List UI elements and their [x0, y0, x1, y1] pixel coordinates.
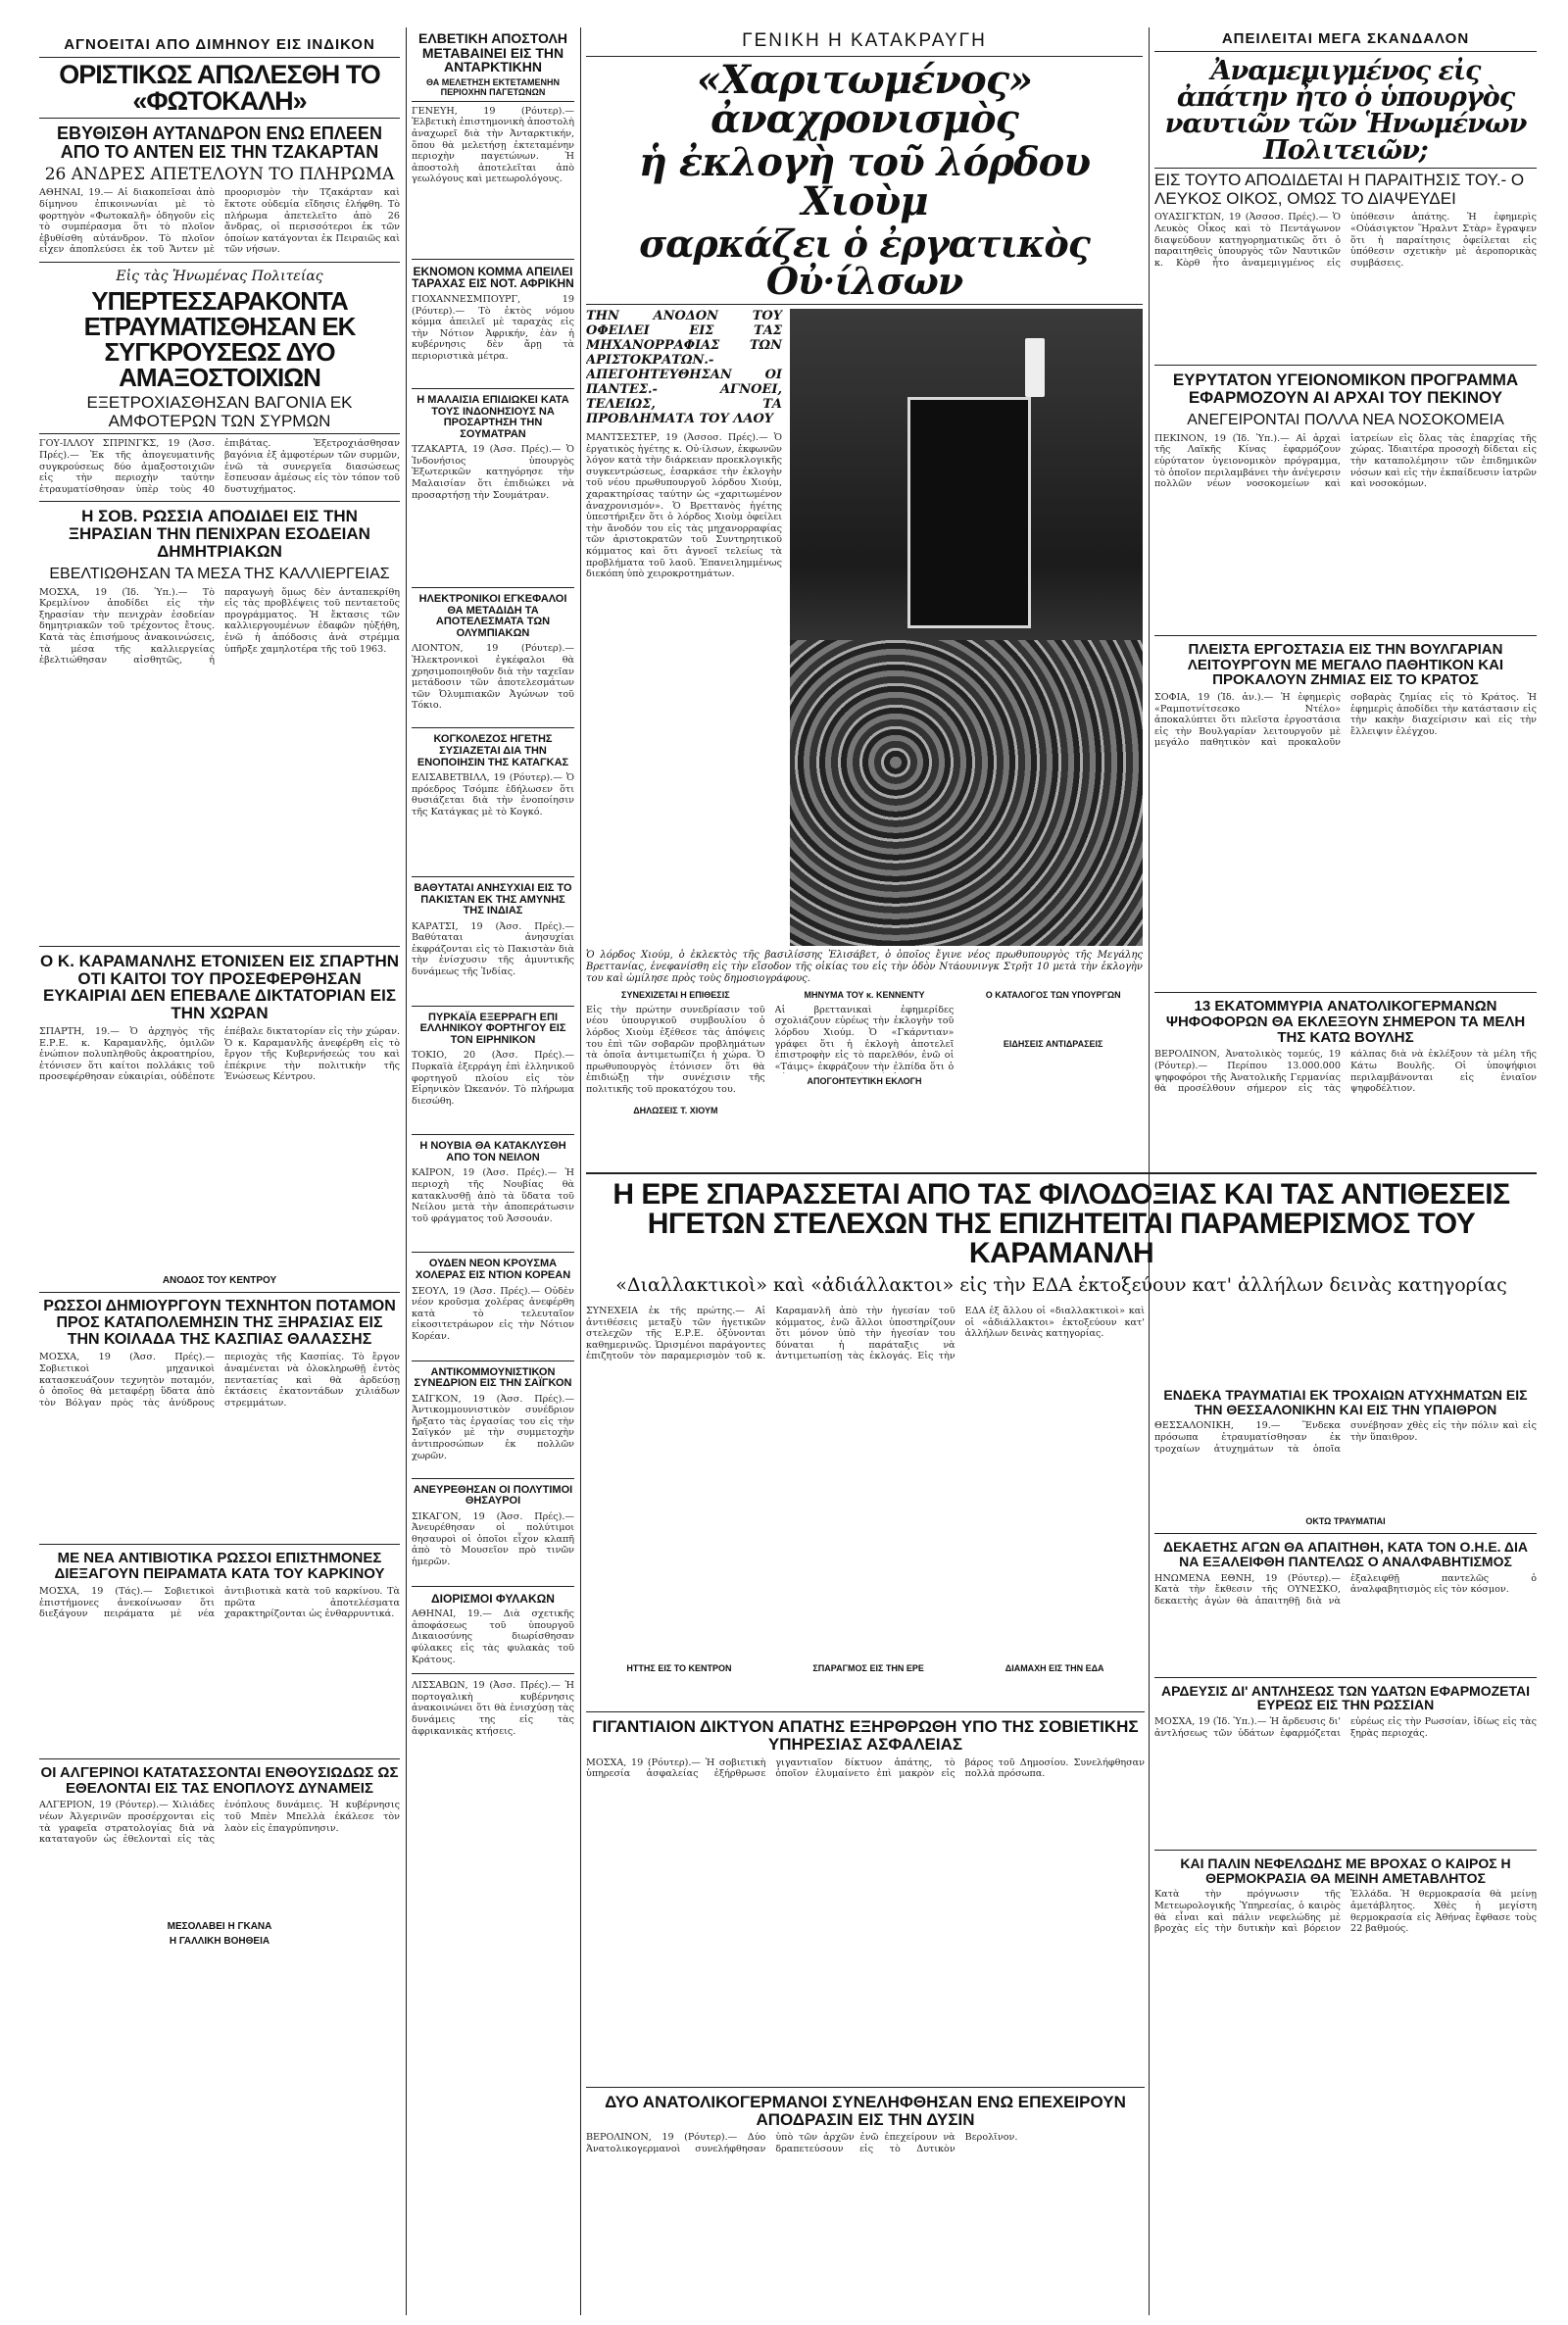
article-body: ΣΠΑΡΤΗ, 19.— Ὁ ἀρχηγὸς τῆς Ε.Ρ.Ε. κ. Καραμανλῆς, ὁμιλῶν ἐνώπιον πολυπληθοῦς ἀκροατηρίου, ἐτόνισεν ὅτι καίτοι πολλάκις τοῦ προσεφέρθησαν εὐκαιρίαι, οὐδέποτε ἐπέβαλε δικτατορίαν εἰς τὴν χώραν. Ὁ κ. Καραμανλῆς ἀνεφέρθη εἰς τὸ ἔργον τῆς Κυβερνήσεώς του καὶ ἐπέκρινε τὴν πολιτικὴν τῆς Ἑνώσεως Κέντρου.: [39, 1026, 400, 1083]
headline: ΑΝΕΥΡΕΘΗΣΑΝ ΟΙ ΠΟΛΥΤΙΜΟΙ ΘΗΣΑΥΡΟΙ: [413, 1483, 573, 1508]
main-subheadline: ΤΗΝ ΑΝΟΔΟΝ ΤΟΥ ΟΦΕΙΛΕΙ ΕΙΣ ΤΑΣ ΜΗΧΑΝΟΡΡΑΦΙΑΣ ΤΩΝ ΑΡΙΣΤΟΚΡΑΤΩΝ.- ΑΠΕΓΟΗΤΕΥΘΗΣΑΝ ΟΙ ΠΑΝΤΕΣ.- ΑΓΝΟΕΙ, ΤΕΛΕΙΩΣ, ΤΑ ΠΡΟΒΛΗΜΑΤΑ ΤΟΥ ΛΑΟΥ: [586, 309, 782, 426]
article-body: ΛΙΟΝΤΟΝ, 19 (Ρόυτερ).— Ἠλεκτρονικοὶ ἐγκέφαλοι θὰ χρησιμοποιηθοῦν διὰ τὴν ταχεῖαν μετάδοσιν τῶν ἀποτελεσμάτων τῶν Ὀλυμπιακῶν Ἀγώνων τοῦ Τόκιο.: [412, 643, 574, 712]
main-headline: ἡ ἐκλογὴ τοῦ λόρδου Χιοὺμ: [638, 139, 1091, 224]
inner-heading: ΜΕΣΟΛΑΒΕΙ Η ΓΚΑΝΑ: [167, 1921, 272, 1933]
inner-heading: ΜΗΝΥΜΑ ΤΟΥ κ. ΚΕΝΝΕΝΤΥ: [804, 990, 925, 1000]
article-body: ΕΛΙΣΑΒΕΤΒΙΛΛ, 19 (Ρόυτερ).— Ὁ πρόεδρος Τσόμπε ἐδήλωσεν ὅτι θυσιάζεται διὰ τὴν ἑνοποίησιν τῆς Κατάγκας μὲ τὸ Κογκό.: [412, 772, 574, 817]
headline: ΟΥΔΕΝ ΝΕΟΝ ΚΡΟΥΣΜΑ ΧΟΛΕΡΑΣ ΕΙΣ ΝΤΙΟΝ ΚΟΡΕΑΝ: [415, 1258, 571, 1281]
headline: ΟΡΙΣΤΙΚΩΣ ΑΠΩΛΕΣΘΗ ΤΟ «ΦΩΤΟΚΑΛΗ»: [39, 62, 400, 119]
headline: ΥΠΕΡΤΕΣΣΑΡΑΚΟΝΤΑ ΕΤΡΑΥΜΑΤΙΣΘΗΣΑΝ ΕΚ ΣΥΓΚΡΟΥΣΕΩΣ ΔΥΟ ΑΜΑΞΟΣΤΟΙΧΙΩΝ: [83, 286, 356, 393]
headline: ΔΙΟΡΙΣΜΟΙ ΦΥΛΑΚΩΝ: [431, 1591, 555, 1606]
column-4-bottom: [1154, 1382, 1537, 2313]
article-body: ΑΘΗΝΑΙ, 19.— Αἱ διακοπεῖσαι ἀπὸ δίμηνου ἐπικοινωνίαι μὲ τὸ φορτηγὸν «Φωτοκαλῆ» ὁδηγοῦν εἰς τὸ συμπέρασμα ὅτι τὸ πλοῖον ἐβυθίσθη αὐτάνδρον. Τὸ πλοῖον εἶχεν ἀποπλεύσει ἐκ τοῦ Ἄντεν μὲ προορισμὸν τὴν Τζακάρταν καὶ ἔκτοτε οὐδεμία εἴδησις ἐλήφθη. Τὸ πλήρωμα ἀπετελεῖτο ἀπὸ 26 ἄνδρας, οἱ περισσότεροι ἐκ τῶν ὁποίων κατάγονται ἐκ Πειραιῶς καὶ τῶν νήσων.: [39, 187, 400, 256]
article-body: Αἱ βρεττανικαὶ ἐφημερίδες σχολιάζουν εὐρέως τὴν ἐκλογὴν τοῦ λόρδου Χιούμ. Ὁ «Γκάρντιαν» γράφει ὅτι ἡ ἐκλογὴ ἀποτελεῖ ἐπιστροφὴν εἰς τὸ παρελθόν, ἐνῶ οἱ «Τάιμς» ἐκφράζουν τὴν ἐλπίδα ὅτι ὁ: [774, 1004, 955, 1072]
column-2: [412, 27, 574, 2311]
headline: Ἀναμεμιγμένος εἰς ἀπάτην ἦτο ὁ ὑπουργὸς ναυτιῶν τῶν Ἡνωμένων Πολιτειῶν;: [1164, 56, 1527, 166]
subheadline: ΕΙΣ ΤΟΥΤΟ ΑΠΟΔΙΔΕΤΑΙ Η ΠΑΡΑΙΤΗΣΙΣ ΤΟΥ.- Ο ΛΕΥΚΟΣ ΟΙΚΟΣ, ΟΜΩΣ ΤΟ ΔΙΑΨΕΥΔΕΙ: [1154, 168, 1537, 208]
article-body: ΣΕΟΥΛ, 19 (Ἀσσ. Πρές).— Οὐδὲν νέον κροῦσμα χολέρας ἀνεφέρθη κατὰ τὸ τελευταῖον εἰκοσιτετράωρον εἰς τὴν Νότιον Κορέαν.: [412, 1285, 574, 1342]
article-body: ΚΑΪΡΟΝ, 19 (Ἀσσ. Πρές).— Ἡ περιοχὴ τῆς Νουβίας θὰ κατακλυσθῇ ἀπὸ τὰ ὕδατα τοῦ Νείλου μετὰ τὴν ἀποπεράτωσιν τοῦ φράγματος τοῦ Ἀσσουάν.: [412, 1167, 574, 1224]
inner-heading: ΑΠΟΓΟΗΤΕΥΤΙΚΗ ΕΚΛΟΓΗ: [807, 1075, 922, 1086]
subheadline: 26 ΑΝΔΡΕΣ ΑΠΕΤΕΛΟΥΝ ΤΟ ΠΛΗΡΩΜΑ: [44, 164, 395, 184]
banner-kicker: ΓΕΝΙΚΗ Η ΚΑΤΑΚΡΑΥΓΗ: [586, 27, 1143, 57]
column-1: [39, 33, 400, 2317]
headline: ΔΕΚΑΕΤΗΣ ΑΓΩΝ ΘΑ ΑΠΑΙΤΗΘΗ, ΚΑΤΑ ΤΟΝ Ο.Η.Ε. ΔΙΑ ΝΑ ΕΞΑΛΕΙΦΘΗ ΠΑΝΤΕΛΩΣ Ο ΑΝΑΛΦΑΒΗΤΙΣΜΟΣ: [1163, 1539, 1528, 1569]
inner-heading: ΗΤΤΗΣ ΕΙΣ ΤΟ ΚΕΝΤΡΟΝ: [626, 1663, 732, 1673]
headline: Ο Κ. ΚΑΡΑΜΑΝΛΗΣ ΕΤΟΝΙΣΕΝ ΕΙΣ ΣΠΑΡΤΗΝ ΟΤΙ ΚΑΙΤΟΙ ΤΟΥ ΠΡΟΣΕΦΕΡΘΗΣΑΝ ΕΥΚΑΙΡΙΑΙ ΔΕΝ ΕΠΕΒΑΛΕ ΔΙΚΤΑΤΟΡΙΑΝ ΕΙΣ ΤΗΝ ΧΩΡΑΝ: [39, 951, 400, 1023]
headline: 13 ΕΚΑΤΟΜΜΥΡΙΑ ΑΝΑΤΟΛΙΚΟΓΕΡΜΑΝΩΝ ΨΗΦΟΦΟΡΩΝ ΘΑ ΕΚΛΕΞΟΥΝ ΣΗΜΕΡΟΝ ΤΑ ΜΕΛΗ ΤΗΣ ΚΑΤΩ ΒΟΥΛΗΣ: [1165, 998, 1526, 1046]
main-headline: «Χαριτωμένος» ἀναχρονισμὸς: [696, 57, 1033, 142]
headline: ΕΛΒΕΤΙΚΗ ΑΠΟΣΤΟΛΗ ΜΕΤΑΒΑΙΝΕΙ ΕΙΣ ΤΗΝ ΑΝΤΑΡΚΤΙΚΗΝ: [418, 30, 567, 75]
headline: ΗΛΕΚΤΡΟΝΙΚΟΙ ΕΓΚΕΦΑΛΟΙ ΘΑ ΜΕΤΑΔΙΔΗ ΤΑ ΑΠΟΤΕΛΕΣΜΑΤΑ ΤΩΝ ΟΛΥΜΠΙΑΚΩΝ: [418, 593, 567, 639]
photo-caption: Ὁ λόρδος Χιούμ, ὁ ἐκλεκτὸς τῆς βασιλίσσης Ἐλισάβετ, ὁ ὁποῖος ἔγινε νέος πρωθυπουργὸς τῆς Μεγάλης Βρεττανίας, ἐνεφανίσθη εἰς τὴν εἴσοδον τῆς οἰκίας του εἰς τὴν ὁδὸν Ντάουνινγκ Στρῆτ 10 μετὰ τὴν ἐκλογὴν του καὶ ὡμίλησε πρὸς τοὺς δημοσιογράφους.: [586, 950, 1143, 984]
column-4: [1154, 27, 1537, 1164]
headline: ΕΝΔΕΚΑ ΤΡΑΥΜΑΤΙΑΙ ΕΚ ΤΡΟΧΑΙΩΝ ΑΤΥΧΗΜΑΤΩΝ ΕΙΣ ΤΗΝ ΘΕΣΣΑΛΟΝΙΚΗΝ ΚΑΙ ΕΙΣ ΤΗΝ ΥΠΑΙΘΡΟΝ: [1163, 1387, 1528, 1417]
headline: ΓΙΓΑΝΤΙΑΙΟΝ ΔΙΚΤΥΟΝ ΑΠΑΤΗΣ ΕΞΗΡΘΡΩΘΗ ΥΠΟ ΤΗΣ ΣΟΒΙΕΤΙΚΗΣ ΥΠΗΡΕΣΙΑΣ ΑΣΦΑΛΕΙΑΣ: [592, 1717, 1139, 1754]
inner-heading: ΟΚΤΩ ΤΡΑΥΜΑΤΙΑΙ: [1305, 1516, 1386, 1527]
article-body: Κατὰ τὴν πρόγνωσιν τῆς Μετεωρολογικῆς Ὑπηρεσίας, ὁ καιρὸς θὰ εἶναι καὶ πάλιν νεφελώδης μὲ βροχὰς εἰς τὴν δυτικὴν καὶ βόρειον Ἑλλάδα. Ἡ θερμοκρασία θὰ μείνῃ ἀμετάβλητος. Χθὲς ἡ μεγίστη θερμοκρασία εἰς Ἀθήνας ἔφθασε τοὺς 22 βαθμούς.: [1154, 1889, 1537, 1935]
article-body: ΜΑΝΤΣΕΣΤΕΡ, 19 (Ἀσσοσ. Πρές).— Ὁ ἐργατικὸς ἡγέτης κ. Οὐ·ίλσων, ἐκφωνῶν λόγον κατὰ τὴν διάρκειαν προεκλογικῆς συγκεντρώσεως, ἐσαρκάσε τὴν ἐκλογὴν τοῦ νέου πρωθυπουργοῦ λόρδου Χιούμ, χαρακτηρίσας ταύτην ὡς «χαριτωμένον ἀναχρονισμόν». Ὁ Βρεττανὸς ἡγέτης ὑπεστήριξεν ὅτι ὁ λόρδος Χιοὺμ ὀφείλει τὴν ἄνοδόν του εἰς τὰς μηχανορραφίας τῶν ἀριστοκρατῶν τοῦ Συντηρητικοῦ κόμματος καὶ ὅτι ἀγνοεῖ τελείως τὰ προβλήματα τοῦ λαοῦ. Ἐπανειλημμένως διεκόπη ὑπὸ χειροκροτημάτων.: [586, 432, 782, 580]
article-body: ΟΥΑΣΙΓΚΤΩΝ, 19 (Ἀσσοσ. Πρές).— Ὁ Λευκὸς Οἶκος καὶ τὸ Πεντάγωνον διαψεύδουν κατηγορηματικῶς ὅτι ὁ παραιτηθεὶς ὑπουργὸς τῶν Ναυτικῶν κ. Κὸρθ ἦτο ἀναμεμιγμένος εἰς ὑπόθεσιν ἀπάτης. Ἡ ἐφημερὶς «Οὐάσιγκτον Ἥραλντ Στὰρ» ἔγραψεν ὅτι ἡ παραίτησις ὀφείλεται εἰς ὑπόθεσιν σχετικὴν μὲ ἀεροπορικὰς συμβάσεις.: [1154, 212, 1537, 269]
photo-lamp: [1025, 338, 1045, 397]
subheadline: ΕΒΕΛΤΙΩΘΗΣΑΝ ΤΑ ΜΕΣΑ ΤΗΣ ΚΑΛΛΙΕΡΓΕΙΑΣ: [49, 565, 390, 582]
column-rule: [1149, 27, 1150, 2315]
article-body: ΤΖΑΚΑΡΤΑ, 19 (Ἀσσ. Πρές).— Ὁ Ἰνδονήσιος ὑπουργὸς Ἐξωτερικῶν κατηγόρησε τὴν Μαλαισίαν ὅτι ἐπιδιώκει νὰ προσαρτήσῃ τὴν Σουμάτραν.: [412, 444, 574, 501]
article-body: ΑΛΓΕΡΙΟΝ, 19 (Ρόυτερ).— Χιλιάδες νέων Ἀλγερινῶν προσέρχονται εἰς τὰ γραφεῖα στρατολογίας διὰ νὰ καταταγοῦν ὡς ἐθελονταὶ εἰς τὰς ἐνόπλους δυνάμεις. Ἡ κυβέρνησις τοῦ Μπὲν Μπελλὰ ἐκάλεσε τὸν λαὸν εἰς ἐπαγρύπνησιν.: [39, 1800, 400, 1846]
inner-heading: ΔΗΛΩΣΕΙΣ Τ. ΧΙΟΥΜ: [633, 1105, 718, 1115]
article-body: ΘΕΣΣΑΛΟΝΙΚΗ, 19.— Ἕνδεκα πρόσωπα ἐτραυματίσθησαν ἐκ τροχαίων ἀτυχημάτων τὰ ὁποῖα συνέβησαν χθὲς εἰς τὴν πόλιν καὶ εἰς τὴν ὕπαιθρον.: [1154, 1420, 1537, 1455]
ere-banner: [586, 1172, 1537, 1296]
headline: ΔΥΟ ΑΝΑΤΟΛΙΚΟΓΕΡΜΑΝΟΙ ΣΥΝΕΛΗΦΘΗΣΑΝ ΕΝΩ ΕΠΕΧΕΙΡΟΥΝ ΑΠΟΔΡΑΣΙΝ ΕΙΣ ΤΗΝ ΔΥΣΙΝ: [605, 2092, 1126, 2129]
banner-kicker: ΑΠΕΙΛΕΙΤΑΙ ΜΕΓΑ ΣΚΑΝΔΑΛΟΝ: [1154, 27, 1537, 52]
article-body: ΓΙΟΧΑΝΝΕΣΜΠΟΥΡΓ, 19 (Ρόυτερ).— Τὸ ἐκτὸς νόμου κόμμα ἀπειλεῖ μὲ ταραχὰς εἰς τὴν Νότιον Ἀφρικήν, ἐὰν ἡ κυβέρνησις δὲν ἄρῃ τὰ περιοριστικὰ μέτρα.: [412, 294, 574, 362]
headline: ΑΝΤΙΚΟΜΜΟΥΝΙΣΤΙΚΟΝ ΣΥΝΕΔΡΙΟΝ ΕΙΣ ΤΗΝ ΣΑΪΓΚΟΝ: [414, 1365, 572, 1390]
article-body: ΠΕΚΙΝΟΝ, 19 (Ἰδ. Ὑπ.).— Αἱ ἀρχαὶ τῆς Λαϊκῆς Κίνας ἐφαρμόζουν εὐρύτατον ὑγειονομικὸν πρόγραμμα, τὸ ὁποῖον περιλαμβάνει τὴν ἀνέγερσιν πολλῶν νέων νοσοκομείων καὶ ἰατρείων εἰς ὅλας τὰς ἐπαρχίας τῆς χώρας. Ἰδιαιτέρα προσοχὴ δίδεται εἰς τὴν καταπολέμησιν τῶν ἐπιδημικῶν νόσων καὶ εἰς τὴν ἐκπαίδευσιν ἰατρῶν καὶ νοσοκόμων.: [1154, 432, 1537, 490]
headline: ΠΛΕΙΣΤΑ ΕΡΓΟΣΤΑΣΙΑ ΕΙΣ ΤΗΝ ΒΟΥΛΓΑΡΙΑΝ ΛΕΙΤΟΥΡΓΟΥΝ ΜΕ ΜΕΓΑΛΟ ΠΑΘΗΤΙΚΟΝ ΚΑΙ ΠΡΟΚΑΛΟΥΝ ΖΗΜΙΑΣ ΕΙΣ ΤΟ ΚΡΑΤΟΣ: [1187, 640, 1504, 689]
article-body: ΒΕΡΟΛΙΝΟΝ, 19 (Ρόυτερ).— Δύο Ἀνατολικογερμανοὶ συνελήφθησαν ὑπὸ τῶν ἀρχῶν ἐνῶ ἐπεχείρουν νὰ δραπετεύσουν εἰς τὸ Δυτικὸν Βερολῖνον.: [586, 2132, 1018, 2154]
subheadline: ΘΑ ΜΕΛΕΤΗΣΗ ΕΚΤΕΤΑΜΕΝΗΝ ΠΕΡΙΟΧΗΝ ΠΑΓΕΤΩΝΩΝ: [412, 78, 574, 102]
subheadline: ΕΞΕΤΡΟΧΙΑΣΘΗΣΑΝ ΒΑΓΟΝΙΑ ΕΚ ΑΜΦΟΤΕΡΩΝ ΤΩΝ ΣΥΡΜΩΝ: [39, 394, 400, 434]
article-body: ΜΟΣΧΑ, 19 (Ἰδ. Ὑπ.).— Ἡ ἄρδευσις δι' ἀντλήσεως τῶν ὑδάτων ἐφαρμόζεται εὐρέως εἰς τὴν Ρωσσίαν, ἰδίως εἰς τὰς ξηρὰς περιοχάς.: [1154, 1716, 1537, 1739]
headline: ΒΑΘΥΤΑΤΑΙ ΑΝΗΣΥΧΙΑΙ ΕΙΣ ΤΟ ΠΑΚΙΣΤΑΝ ΕΚ ΤΗΣ ΑΜΥΝΗΣ ΤΗΣ ΙΝΔΙΑΣ: [414, 882, 572, 917]
article-body: ΜΟΣΧΑ, 19 (Ἰδ. Ὑπ.).— Τὸ Κρεμλίνον ἀποδίδει εἰς τὴν ξηρασίαν τὴν πενιχρὰν ἐσοδείαν δημητριακῶν τοῦ τρέχοντος ἔτους. Κατὰ τὰς ἐπισήμους ἀνακοινώσεις, τὰ μέσα τῆς καλλιεργείας ἐβελτιώθησαν αἰσθητῶς, ἡ παραγωγὴ ὅμως δὲν ἀνταπεκρίθη εἰς τὰς προβλέψεις τοῦ πενταετοῦς προγράμματος. Ἡ ἔκτασις τῶν καλλιεργουμένων ἐδαφῶν ηὐξήθη, ἐνῶ ἡ ἀπόδοσις ἀνὰ στρέμμα ὑπῆρξε χαμηλοτέρα τῆς τοῦ 1963.: [39, 586, 400, 667]
headline: ΜΕ ΝΕΑ ΑΝΤΙΒΙΟΤΙΚΑ ΡΩΣΣΟΙ ΕΠΙΣΤΗΜΟΝΕΣ ΔΙΕΞΑΓΟΥΝ ΠΕΙΡΑΜΑΤΑ ΚΑΤΑ ΤΟΥ ΚΑΡΚΙΝΟΥ: [54, 1550, 385, 1583]
article-body: ΜΟΣΧΑ, 19 (Τάς).— Σοβιετικοὶ ἐπιστήμονες ἀνεκοίνωσαν ὅτι διεξάγουν πειράματα μὲ νέα ἀντιβιοτικὰ κατὰ τοῦ καρκίνου. Τὰ πρῶτα ἀποτελέσματα χαρακτηρίζονται ὡς ἐνθαρρυντικά.: [39, 1585, 400, 1620]
article-body: ΣΟΦΙΑ, 19 (Ἰδ. ἀν.).— Ἡ ἐφημερὶς «Ραμποτνίτσεσκο Ντέλο» ἀποκαλύπτει ὅτι πλεῖστα ἐργοστάσια εἰς τὴν Βουλγαρίαν λειτουργοῦν μὲ μεγάλο παθητικὸν καὶ προκαλοῦν σοβαρὰς ζημίας εἰς τὸ Κράτος. Ἡ ἐφημερὶς ἀποδίδει τὴν κατάστασιν εἰς τὴν κακὴν διαχείρισιν καὶ εἰς τὴν ἔλλειψιν ἐλέγχου.: [1154, 692, 1537, 749]
news-photo: [790, 309, 1143, 946]
inner-heading: ΣΠΑΡΑΓΜΟΣ ΕΙΣ ΤΗΝ ΕΡΕ: [812, 1663, 924, 1673]
inner-heading: Η ΓΑΛΛΙΚΗ ΒΟΗΘΕΙΑ: [169, 1936, 270, 1948]
column-3-bottom: [586, 1706, 1145, 2313]
inner-heading: Ο ΚΑΤΑΛΟΓΟΣ ΤΩΝ ΥΠΟΥΡΓΩΝ: [985, 990, 1121, 1000]
article-body: ΑΘΗΝΑΙ, 19.— Διὰ σχετικῆς ἀποφάσεως τοῦ ὑπουργοῦ Δικαιοσύνης διωρίσθησαν φύλακες εἰς τὰς φυλακὰς τοῦ Κράτους.: [412, 1608, 574, 1665]
banner-kicker: ΑΓΝΟΕΙΤΑΙ ΑΠΟ ΔΙΜΗΝΟΥ ΕΙΣ ΙΝΔΙΚΟΝ: [39, 33, 400, 58]
ere-body-area: [586, 1304, 1145, 1696]
photo-crowd: [790, 640, 1143, 946]
headline: ΚΑΙ ΠΑΛΙΝ ΝΕΦΕΛΩΔΗΣ ΜΕ ΒΡΟΧΑΣ Ο ΚΑΙΡΟΣ Η ΘΕΡΜΟΚΡΑΣΙΑ ΘΑ ΜΕΙΝΗ ΑΜΕΤΑΒΛΗΤΟΣ: [1180, 1855, 1511, 1886]
inner-heading: ΔΙΑΜΑΧΗ ΕΙΣ ΤΗΝ ΕΔΑ: [1004, 1663, 1104, 1673]
headline: Η ΜΑΛΑΙΣΙΑ ΕΠΙΔΙΩΚΕΙ ΚΑΤΑ ΤΟΥΣ ΙΝΔΟΝΗΣΙΟΥΣ ΝΑ ΠΡΟΣΑΡΤΗΣΗ ΤΗΝ ΣΟΥΜΑΤΡΑΝ: [416, 394, 569, 440]
headline: Η ΕΡΕ ΣΠΑΡΑΣΣΕΤΑΙ ΑΠΟ ΤΑΣ ΦΙΛΟΔΟΞΙΑΣ ΚΑΙ ΤΑΣ ΑΝΤΙΘΕΣΕΙΣ ΗΓΕΤΩΝ ΣΤΕΛΕΧΩΝ ΤΗΣ ΕΠΙΖΗΤΕΙΤΑΙ ΠΑΡΑΜΕΡΙΣΜΟΣ ΤΟΥ ΚΑΡΑΜΑΝΛΗ: [612, 1178, 1510, 1269]
inner-heading: ΑΝΟΔΟΣ ΤΟΥ ΚΕΝΤΡΟΥ: [162, 1275, 277, 1287]
headline: Η ΣΟΒ. ΡΩΣΣΙΑ ΑΠΟΔΙΔΕΙ ΕΙΣ ΤΗΝ ΞΗΡΑΣΙΑΝ ΤΗΝ ΠΕΝΙΧΡΑΝ ΕΣΟΔΕΙΑΝ ΔΗΜΗΤΡΙΑΚΩΝ: [69, 507, 370, 562]
article-body: ΛΙΣΣΑΒΩΝ, 19 (Ἀσσ. Πρές).— Ἡ πορτογαλικὴ κυβέρνησις ἀνακοινώνει ὅτι θὰ ἐνισχύσῃ τὰς δυνάμεις της εἰς τὰς ἀφρικανικὰς κτήσεις.: [412, 1680, 574, 1737]
inner-heading: ΕΙΔΗΣΕΙΣ ΑΝΤΙΔΡΑΣΕΙΣ: [1003, 1038, 1103, 1049]
article-body: ΓΟΥ-ΙΛΛΟΥ ΣΠΡΙΝΓΚΣ, 19 (Ἀσσ. Πρές).— Ἐκ τῆς ἀπογευματινῆς συγκρούσεως δύο ἀμαξοστοιχιῶν εἰς τὴν περιοχὴν ταύτην ἐτραυματίσθησαν ὑπὲρ τοὺς 40 ἐπιβάτας. Ἐξετροχιάσθησαν βαγόνια ἐξ ἀμφοτέρων τῶν συρμῶν, ἐνῶ τὰ συνεργεῖα διασώσεως ἔσπευσαν ἀμέσως εἰς τὸν τόπον τοῦ δυστυχήματος.: [39, 438, 400, 495]
article-body: ΜΟΣΧΑ, 19 (Ρόυτερ).— Ἡ σοβιετικὴ ὑπηρεσία ἀσφαλείας ἐξήρθρωσε γιγαντιαῖον δίκτυον ἀπάτης, τὸ ὁποῖον ἐλυμαίνετο ἐπὶ μακρὸν εἰς βάρος τοῦ Δημοσίου. Συνελήφθησαν πολλὰ πρόσωπα.: [586, 1756, 1145, 1780]
article-body: ΣΙΚΑΓΟΝ, 19 (Ἀσσ. Πρές).— Ἀνευρέθησαν οἱ πολύτιμοι θησαυροὶ οἱ ὁποῖοι εἶχον κλαπῆ ἀπὸ τὸ Μουσεῖον πρὸ τινῶν ἡμερῶν.: [412, 1510, 574, 1568]
subheadline: ΕΒΥΘΙΣΘΗ ΑΥΤΑΝΔΡΟΝ ΕΝΩ ΕΠΛΕΕΝ ΑΠΟ ΤΟ ΑΝΤΕΝ ΕΙΣ ΤΗΝ ΤΖΑΚΑΡΤΑΝ: [57, 124, 382, 162]
headline: ΠΥΡΚΑΪΑ ΕΞΕΡΡΑΓΗ ΕΠΙ ΕΛΛΗΝΙΚΟΥ ΦΟΡΤΗΓΟΥ ΕΙΣ ΤΟΝ ΕΙΡΗΝΙΚΟΝ: [419, 1011, 566, 1046]
subheadline: «Διαλλακτικοὶ» καὶ «ἀδιάλλακτοι» εἰς τὴν ΕΔΑ ἐκτοξεύουν κατ' ἀλλήλων δεινὰς κατηγορίας: [615, 1274, 1507, 1296]
headline: ΟΙ ΑΛΓΕΡΙΝΟΙ ΚΑΤΑΤΑΣΣΟΝΤΑΙ ΕΝΘΟΥΣΙΩΔΩΣ ΩΣ ΕΘΕΛΟΝΤΑΙ ΕΙΣ ΤΑΣ ΕΝΟΠΛΟΥΣ ΔΥΝΑΜΕΙΣ: [40, 1763, 399, 1797]
article-body: ΗΝΩΜΕΝΑ ΕΘΝΗ, 19 (Ρόυτερ).— Κατὰ τὴν ἔκθεσιν τῆς ΟΥΝΕΣΚΟ, δεκαετὴς ἀγὼν θὰ ἀπαιτηθῇ διὰ νὰ ἐξαλειφθῇ παντελῶς ὁ ἀναλφαβητισμὸς εἰς τὸν κόσμον.: [1154, 1572, 1537, 1607]
headline: ΡΩΣΣΟΙ ΔΗΜΙΟΥΡΓΟΥΝ ΤΕΧΝΗΤΟΝ ΠΟΤΑΜΟΝ ΠΡΟΣ ΚΑΤΑΠΟΛΕΜΗΣΙΝ ΤΗΣ ΞΗΡΑΣΙΑΣ ΕΙΣ ΤΗΝ ΚΟΙΛΑΔΑ ΤΗΣ ΚΑΣΠΙΑΣ ΘΑΛΑΣΣΗΣ: [43, 1298, 396, 1348]
article-body: ΜΟΣΧΑ, 19 (Ἀσσ. Πρές).— Σοβιετικοὶ μηχανικοὶ κατασκευάζουν τεχνητὸν ποταμόν, ὁ ὁποῖος θὰ μεταφέρῃ ὕδατα ἀπὸ τὸν Βόλγαν πρὸς τὰς ἀνύδρους περιοχὰς τῆς Κασπίας. Τὸ ἔργον ἀναμένεται νὰ ὁλοκληρωθῇ ἐντὸς πενταετίας καὶ θὰ ἀρδεύσῃ ἐκτάσεις ἑκατοντάδων χιλιάδων στρεμμάτων.: [39, 1352, 400, 1409]
column-rule: [406, 27, 407, 2315]
kicker: Εἰς τὰς Ἡνωμένας Πολιτείας: [116, 269, 323, 285]
article-body: ΒΕΡΟΛΙΝΟΝ, Ἀνατολικὸς τομεύς, 19 (Ρόυτερ).— Περίπου 13.000.000 ψηφοφόροι τῆς Ἀνατολικῆς Γερμανίας θὰ προσέλθουν σήμερον εἰς τὰς κάλπας διὰ νὰ ἐκλέξουν τὰ μέλη τῆς Κάτω Βουλῆς. Οἱ ὑποψήφιοι περιλαμβάνονται εἰς ἑνιαῖον ψηφοδέλτιον.: [1154, 1049, 1537, 1095]
headline: ΕΚΝΟΜΟΝ ΚΟΜΜΑ ΑΠΕΙΛΕΙ ΤΑΡΑΧΑΣ ΕΙΣ ΝΟΤ. ΑΦΡΙΚΗΝ: [412, 264, 574, 291]
subheadline: ΑΝΕΓΕΙΡΟΝΤΑΙ ΠΟΛΛΑ ΝΕΑ ΝΟΣΟΚΟΜΕΙΑ: [1187, 412, 1504, 429]
article-body: ΚΑΡΑΤΣΙ, 19 (Ἀσσ. Πρές).— Βαθύταται ἀνησυχίαι ἐκφράζονται εἰς τὸ Πακιστὰν διὰ τὴν ἐνίσχυσιν τῆς ἀμυντικῆς δυνάμεως τῆς Ἰνδίας.: [412, 920, 574, 978]
article-body: Εἰς τὴν πρώτην συνεδρίασιν τοῦ νέου ὑπουργικοῦ συμβουλίου ὁ λόρδος Χιοὺμ ἐξέθεσε τὰς ἀπόψεις του ἐπὶ τῶν σοβαρῶν προβλημάτων τὰ ὁποῖα ἀντιμετωπίζει ἡ χώρα. Ὁ πρωθυπουργὸς ἐτόνισεν ὅτι θὰ ἐπιδιώξῃ τὴν συνέχισιν τῆς πολιτικῆς τοῦ προκατόχου του.: [586, 1004, 765, 1096]
column-rule: [580, 27, 581, 2315]
headline: ΕΥΡΥΤΑΤΟΝ ΥΓΕΙΟΝΟΜΙΚΟΝ ΠΡΟΓΡΑΜΜΑ ΕΦΑΡΜΟΖΟΥΝ ΑΙ ΑΡΧΑΙ ΤΟΥ ΠΕΚΙΝΟΥ: [1172, 371, 1519, 408]
article-body: ΓΕΝΕΥΗ, 19 (Ρόυτερ).— Ἐλβετικὴ ἐπιστημονικὴ ἀποστολὴ ἀναχωρεῖ διὰ τὴν Ἀνταρκτικήν, ὅπου θὰ μελετήσῃ ἐκτεταμένην περιοχὴν παγετώνων. Ἡ ἀποστολὴ ἀποτελεῖται ἀπὸ γεωλόγους καὶ μετεωρολόγους.: [412, 105, 574, 185]
inner-heading: ΣΥΝΕΧΙΖΕΤΑΙ Η ΕΠΙΘΕΣΙΣ: [621, 990, 730, 1000]
article-body: ΣΥΝΕΧΕΙΑ ἐκ τῆς πρώτης.— Αἱ ἀντιθέσεις μεταξὺ τῶν ἡγετικῶν στελεχῶν τῆς Ε.Ρ.Ε. ὀξύνονται καθημερινῶς. Ὡρισμένοι παράγοντες ἐπιζητοῦν τὸν παραμερισμὸν τοῦ κ. Καραμανλῆ ἀπὸ τὴν ἡγεσίαν τοῦ κόμματος, ἐνῶ ἄλλοι ὑποστηρίζουν ὅτι μόνον ὑπὸ τὴν ἡγεσίαν του δύναται ἡ παράταξις νὰ ἀντιμετωπίσῃ τὰς ἐκλογάς. Εἰς τὴν ΕΔΑ ἐξ ἄλλου οἱ «διαλλακτικοὶ» καὶ οἱ «ἀδιάλλακτοι» ἐκτοξεύουν κατ' ἀλλήλων δεινὰς κατηγορίας.: [586, 1306, 1145, 1362]
photo-doorway: [907, 397, 1031, 628]
headline: Η ΝΟΥΒΙΑ ΘΑ ΚΑΤΑΚΛΥΣΘΗ ΑΠΟ ΤΟΝ ΝΕΙΛΟΝ: [419, 1140, 566, 1163]
article-body: ΣΑΪΓΚΟΝ, 19 (Ἀσσ. Πρές).— Ἀντικομμουνιστικὸν συνέδριον ἤρξατο τὰς ἐργασίας του εἰς τὴν Σαϊγκόν μὲ τὴν συμμετοχὴν ἀντιπροσώπων ἐκ πολλῶν χωρῶν.: [412, 1393, 574, 1461]
article-body: ΤΟΚΙΟ, 20 (Ἀσσ. Πρές).— Πυρκαϊὰ ἐξερράγη ἐπὶ ἑλληνικοῦ φορτηγοῦ πλοίου εἰς τὸν Εἰρηνικὸν Ὠκεανόν. Τὸ πλήρωμα διεσώθη.: [412, 1050, 574, 1107]
headline: ΑΡΔΕΥΣΙΣ ΔΙ' ΑΝΤΛΗΣΕΩΣ ΤΩΝ ΥΔΑΤΩΝ ΕΦΑΡΜΟΖΕΤΑΙ ΕΥΡΕΩΣ ΕΙΣ ΤΗΝ ΡΩΣΣΙΑΝ: [1160, 1682, 1531, 1713]
headline: ΚΟΓΚΟΛΕΖΟΣ ΗΓΕΤΗΣ ΣΥΣΙΑΖΕΤΑΙ ΔΙΑ ΤΗΝ ΕΝΟΠΟΙΗΣΙΝ ΤΗΣ ΚΑΤΑΓΚΑΣ: [416, 733, 569, 768]
column-3: [586, 27, 1143, 1164]
main-headline: σαρκάζει ὁ ἐργατικὸς Οὐ·ίλσων: [586, 225, 1143, 305]
